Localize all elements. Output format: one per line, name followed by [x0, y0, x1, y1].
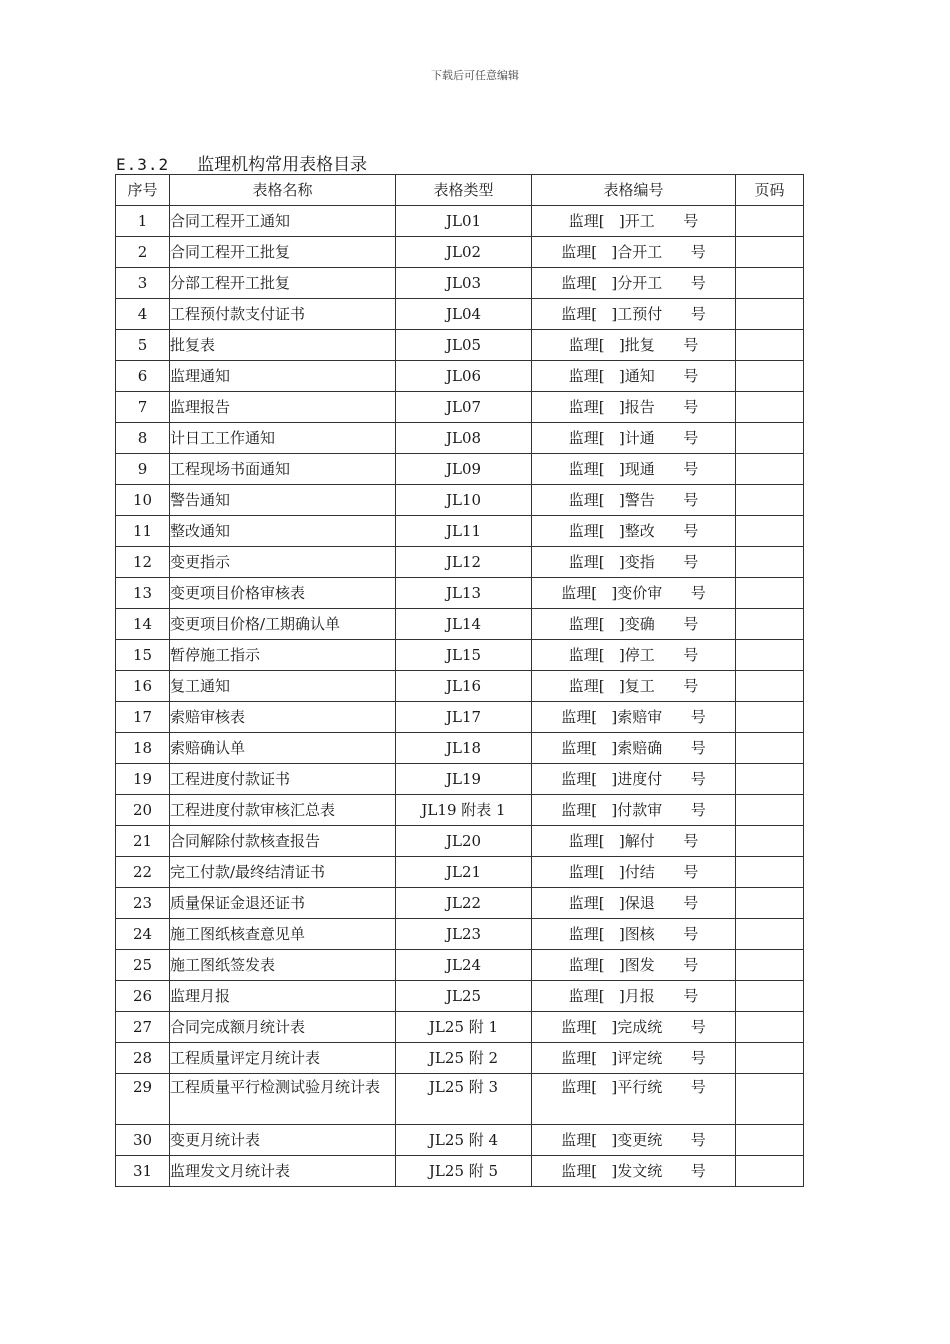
- table-row: [116, 888, 804, 919]
- table-row: [116, 795, 804, 826]
- cell-page: [736, 671, 804, 702]
- cell-type: JL11: [396, 516, 532, 547]
- table-row: [116, 237, 804, 268]
- cell-page: [736, 547, 804, 578]
- column-header-name: 表格名称: [170, 175, 396, 206]
- table-row: [116, 671, 804, 702]
- cell-name: 暂停施工指示: [170, 640, 396, 671]
- cell-type: JL08: [396, 423, 532, 454]
- cell-name: 工程质量评定月统计表: [170, 1043, 396, 1074]
- table-row: [116, 1043, 804, 1074]
- section-title: [116, 150, 367, 175]
- cell-no: 10: [116, 485, 170, 516]
- cell-name: 批复表: [170, 330, 396, 361]
- cell-name: 变更项目价格/工期确认单: [170, 609, 396, 640]
- cell-name: 索赔确认单: [170, 733, 396, 764]
- column-header-no: 序号: [116, 175, 170, 206]
- cell-page: [736, 609, 804, 640]
- cell-no: 20: [116, 795, 170, 826]
- cell-code: 监理[ ]进度付 号: [532, 764, 736, 795]
- cell-no: 9: [116, 454, 170, 485]
- cell-type: JL06: [396, 361, 532, 392]
- cell-no: 5: [116, 330, 170, 361]
- cell-name: 合同工程开工批复: [170, 237, 396, 268]
- cell-no: 24: [116, 919, 170, 950]
- cell-name: 工程质量平行检测试验月统计表: [170, 1074, 396, 1125]
- table-row: [116, 857, 804, 888]
- cell-name: 计日工工作通知: [170, 423, 396, 454]
- cell-type: JL18: [396, 733, 532, 764]
- cell-name: 施工图纸签发表: [170, 950, 396, 981]
- cell-page: [736, 299, 804, 330]
- cell-type: JL10: [396, 485, 532, 516]
- cell-code: 监理[ ]图核 号: [532, 919, 736, 950]
- cell-no: 17: [116, 702, 170, 733]
- cell-no: 16: [116, 671, 170, 702]
- cell-code: 监理[ ]保退 号: [532, 888, 736, 919]
- cell-type: JL03: [396, 268, 532, 299]
- cell-code: 监理[ ]警告 号: [532, 485, 736, 516]
- table-row: [116, 299, 804, 330]
- cell-name: 施工图纸核查意见单: [170, 919, 396, 950]
- cell-page: [736, 1156, 804, 1187]
- table-row: [116, 330, 804, 361]
- cell-no: 23: [116, 888, 170, 919]
- cell-type: JL20: [396, 826, 532, 857]
- cell-type: JL07: [396, 392, 532, 423]
- cell-code: 监理[ ]索赔审 号: [532, 702, 736, 733]
- cell-page: [736, 206, 804, 237]
- cell-code: 监理[ ]合开工 号: [532, 237, 736, 268]
- table-body: [116, 206, 804, 1187]
- cell-code: 监理[ ]复工 号: [532, 671, 736, 702]
- cell-no: 13: [116, 578, 170, 609]
- section-heading: 监理机构常用表格目录: [197, 155, 368, 175]
- table-row: [116, 919, 804, 950]
- table-row: [116, 361, 804, 392]
- cell-name: 完工付款/最终结清证书: [170, 857, 396, 888]
- cell-no: 25: [116, 950, 170, 981]
- cell-no: 8: [116, 423, 170, 454]
- cell-no: 31: [116, 1156, 170, 1187]
- table-row: [116, 423, 804, 454]
- cell-type: JL16: [396, 671, 532, 702]
- cell-type: JL25 附 5: [396, 1156, 532, 1187]
- cell-name: 合同解除付款核查报告: [170, 826, 396, 857]
- cell-type: JL14: [396, 609, 532, 640]
- cell-name: 复工通知: [170, 671, 396, 702]
- cell-no: 4: [116, 299, 170, 330]
- cell-page: [736, 485, 804, 516]
- cell-code: 监理[ ]付款审 号: [532, 795, 736, 826]
- table-row: [116, 454, 804, 485]
- cell-no: 28: [116, 1043, 170, 1074]
- cell-page: [736, 795, 804, 826]
- cell-page: [736, 268, 804, 299]
- cell-name: 工程进度付款证书: [170, 764, 396, 795]
- table-row: [116, 609, 804, 640]
- cell-page: [736, 1125, 804, 1156]
- cell-code: 监理[ ]开工 号: [532, 206, 736, 237]
- cell-code: 监理[ ]发文统 号: [532, 1156, 736, 1187]
- page-header: 下载后可任意编辑: [431, 69, 519, 82]
- table-row: [116, 268, 804, 299]
- cell-name: 变更月统计表: [170, 1125, 396, 1156]
- cell-page: [736, 516, 804, 547]
- cell-code: 监理[ ]完成统 号: [532, 1012, 736, 1043]
- table-row: [116, 578, 804, 609]
- cell-page: [736, 237, 804, 268]
- cell-type: JL25: [396, 981, 532, 1012]
- column-header-page: 页码: [736, 175, 804, 206]
- cell-type: JL05: [396, 330, 532, 361]
- cell-code: 监理[ ]报告 号: [532, 392, 736, 423]
- cell-code: 监理[ ]评定统 号: [532, 1043, 736, 1074]
- cell-type: JL09: [396, 454, 532, 485]
- table-row: [116, 1125, 804, 1156]
- cell-page: [736, 857, 804, 888]
- table-row: [116, 733, 804, 764]
- cell-page: [736, 950, 804, 981]
- cell-name: 合同完成额月统计表: [170, 1012, 396, 1043]
- cell-no: 3: [116, 268, 170, 299]
- cell-code: 监理[ ]工预付 号: [532, 299, 736, 330]
- cell-type: JL25 附 3: [396, 1074, 532, 1125]
- cell-type: JL25 附 1: [396, 1012, 532, 1043]
- cell-code: 监理[ ]月报 号: [532, 981, 736, 1012]
- cell-type: JL15: [396, 640, 532, 671]
- cell-page: [736, 423, 804, 454]
- cell-name: 质量保证金退还证书: [170, 888, 396, 919]
- cell-code: 监理[ ]付结 号: [532, 857, 736, 888]
- cell-type: JL17: [396, 702, 532, 733]
- column-header-type: 表格类型: [396, 175, 532, 206]
- cell-no: 29: [116, 1074, 170, 1125]
- cell-no: 1: [116, 206, 170, 237]
- cell-code: 监理[ ]批复 号: [532, 330, 736, 361]
- cell-name: 工程现场书面通知: [170, 454, 396, 485]
- cell-type: JL25 附 2: [396, 1043, 532, 1074]
- cell-no: 22: [116, 857, 170, 888]
- cell-page: [736, 702, 804, 733]
- cell-type: JL23: [396, 919, 532, 950]
- table-row: [116, 640, 804, 671]
- cell-page: [736, 981, 804, 1012]
- cell-no: 6: [116, 361, 170, 392]
- cell-no: 14: [116, 609, 170, 640]
- cell-name: 监理发文月统计表: [170, 1156, 396, 1187]
- cell-type: JL21: [396, 857, 532, 888]
- section-number: E.3.2: [116, 155, 170, 174]
- cell-page: [736, 392, 804, 423]
- cell-name: 监理报告: [170, 392, 396, 423]
- cell-page: [736, 826, 804, 857]
- table-row: [116, 1156, 804, 1187]
- cell-name: 警告通知: [170, 485, 396, 516]
- table-row: [116, 392, 804, 423]
- cell-no: 18: [116, 733, 170, 764]
- cell-page: [736, 888, 804, 919]
- cell-type: JL25 附 4: [396, 1125, 532, 1156]
- cell-type: JL04: [396, 299, 532, 330]
- cell-name: 监理月报: [170, 981, 396, 1012]
- cell-name: 工程预付款支付证书: [170, 299, 396, 330]
- cell-no: 19: [116, 764, 170, 795]
- cell-no: 7: [116, 392, 170, 423]
- cell-type: JL19 附表 1: [396, 795, 532, 826]
- cell-no: 26: [116, 981, 170, 1012]
- cell-name: 整改通知: [170, 516, 396, 547]
- cell-name: 索赔审核表: [170, 702, 396, 733]
- form-catalog-table: [115, 174, 804, 1187]
- cell-no: 30: [116, 1125, 170, 1156]
- table-row: [116, 485, 804, 516]
- cell-code: 监理[ ]图发 号: [532, 950, 736, 981]
- cell-page: [736, 919, 804, 950]
- table-row: [116, 516, 804, 547]
- cell-page: [736, 733, 804, 764]
- table-row: [116, 1012, 804, 1043]
- cell-type: JL24: [396, 950, 532, 981]
- cell-page: [736, 454, 804, 485]
- cell-type: JL13: [396, 578, 532, 609]
- cell-no: 27: [116, 1012, 170, 1043]
- table-row: [116, 764, 804, 795]
- cell-code: 监理[ ]平行统 号: [532, 1074, 736, 1125]
- cell-code: 监理[ ]索赔确 号: [532, 733, 736, 764]
- cell-name: 合同工程开工通知: [170, 206, 396, 237]
- cell-type: JL22: [396, 888, 532, 919]
- cell-page: [736, 1074, 804, 1125]
- cell-no: 12: [116, 547, 170, 578]
- table-row: [116, 1074, 804, 1125]
- table-row: [116, 206, 804, 237]
- cell-type: JL01: [396, 206, 532, 237]
- cell-page: [736, 764, 804, 795]
- cell-code: 监理[ ]整改 号: [532, 516, 736, 547]
- cell-no: 2: [116, 237, 170, 268]
- cell-type: JL19: [396, 764, 532, 795]
- cell-code: 监理[ ]变价审 号: [532, 578, 736, 609]
- table-row: [116, 981, 804, 1012]
- cell-name: 工程进度付款审核汇总表: [170, 795, 396, 826]
- cell-code: 监理[ ]计通 号: [532, 423, 736, 454]
- cell-type: JL02: [396, 237, 532, 268]
- cell-code: 监理[ ]现通 号: [532, 454, 736, 485]
- cell-name: 变更指示: [170, 547, 396, 578]
- column-header-code: 表格编号: [532, 175, 736, 206]
- table-row: [116, 547, 804, 578]
- table-row: [116, 950, 804, 981]
- cell-code: 监理[ ]变更统 号: [532, 1125, 736, 1156]
- cell-no: 15: [116, 640, 170, 671]
- cell-type: JL12: [396, 547, 532, 578]
- cell-no: 11: [116, 516, 170, 547]
- cell-name: 变更项目价格审核表: [170, 578, 396, 609]
- cell-name: 分部工程开工批复: [170, 268, 396, 299]
- cell-code: 监理[ ]变确 号: [532, 609, 736, 640]
- cell-code: 监理[ ]变指 号: [532, 547, 736, 578]
- cell-page: [736, 330, 804, 361]
- cell-page: [736, 1012, 804, 1043]
- table-header-row: [116, 175, 804, 206]
- cell-page: [736, 578, 804, 609]
- cell-code: 监理[ ]解付 号: [532, 826, 736, 857]
- cell-code: 监理[ ]分开工 号: [532, 268, 736, 299]
- cell-code: 监理[ ]通知 号: [532, 361, 736, 392]
- cell-page: [736, 640, 804, 671]
- cell-page: [736, 1043, 804, 1074]
- table-row: [116, 702, 804, 733]
- cell-page: [736, 361, 804, 392]
- cell-name: 监理通知: [170, 361, 396, 392]
- cell-code: 监理[ ]停工 号: [532, 640, 736, 671]
- cell-no: 21: [116, 826, 170, 857]
- table-row: [116, 826, 804, 857]
